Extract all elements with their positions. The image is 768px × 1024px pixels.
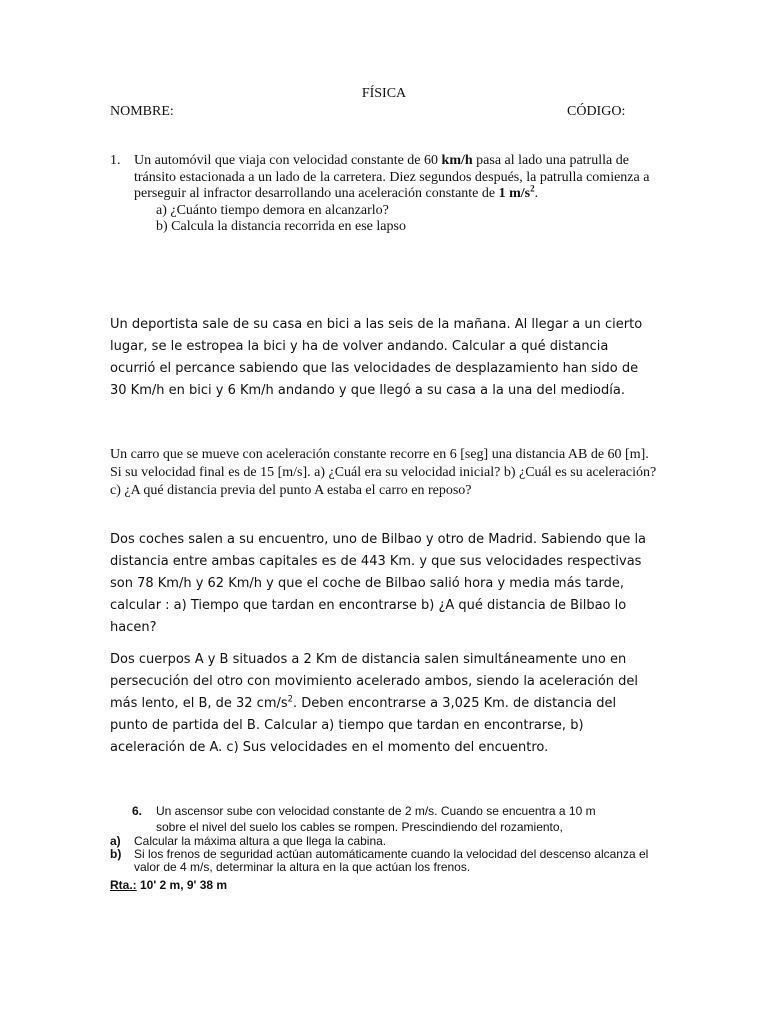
problem-6-item-a-text: Calcular la máxima altura a que llega la cabina. bbox=[134, 834, 387, 848]
problem-5-text-a: Dos cuerpos A y B situados a 2 Km de distancia salen simultáneamente uno en persecución del otro con movimiento acelerado ambos, siendo la aceleración del más lento, el B, de 32 cm/s bbox=[110, 652, 639, 711]
problem-1-accel-unit: 1 m/s bbox=[498, 186, 531, 201]
problem-4: Dos coches salen a su encuentro, uno de Bilbao y otro de Madrid. Sabiendo que la distancia entre ambas capitales es de 443 Km. y que sus velocidades respectivas son 78 Km/h y 62 Km/h y que el coche de Bilbao salió hora y media más tarde, calcular : a) Tiempo que tardan en encontrarse b) ¿A qué distancia de Bilbao lo hacen? bbox=[110, 532, 647, 635]
problem-1-text-b: pasa al lado una patrulla de tránsito estacionada a un lado de la carretera. Diez segundos después, la patrulla comienza a perseguir al infractor desarrollando una aceleración constante de bbox=[134, 153, 650, 201]
name-label: NOMBRE: bbox=[110, 104, 174, 119]
problem-6-item-b-text: Si los frenos de seguridad actúan automáticamente cuando la velocidad del descenso alcanza el valor de 4 m/s, determinar la altura en la que actúan los frenos. bbox=[134, 847, 649, 874]
problem-3: Un carro que se mueve con aceleración constante recorre en 6 [seg] una distancia AB de 60 [m]. Si su velocidad final es de 15 [m/s]. a) ¿Cuál era su velocidad inicial? b) ¿Cuál es su aceleración? c) ¿A qué distancia previa del punto A estaba el carro en reposo? bbox=[110, 447, 657, 498]
problem-6-item-a-label: a) bbox=[110, 834, 121, 848]
problem-1-accel-exponent: 2 bbox=[530, 183, 535, 194]
problem-6-intro-line-2: sobre el nivel del suelo los cables se rompen. Prescindiendo del rozamiento, bbox=[156, 820, 563, 834]
problem-1 bbox=[110, 153, 666, 236]
problem-1-number: 1. bbox=[110, 153, 121, 168]
problem-6-intro-1: Un ascensor sube con velocidad constante de 2 m/s. Cuando se encuentra a 10 m bbox=[156, 804, 596, 818]
problem-6 bbox=[110, 803, 662, 893]
problem-1-statement bbox=[134, 153, 666, 203]
problem-2: Un deportista sale de su casa en bici a las seis de la mañana. Al llegar a un cierto lugar, se le estropea la bici y ha de volver andando. Calcular a qué distancia ocurrió el percance sabiendo que las velocidades de desplazamiento han sido de 30 Km/h en bici y 6 Km/h andando y que llegó a su casa a la una del mediodía. bbox=[110, 317, 643, 398]
problem-5 bbox=[110, 649, 655, 759]
problem-6-answer bbox=[110, 877, 662, 893]
problem-1-text-c: . bbox=[534, 186, 539, 201]
problem-6-number: 6. bbox=[132, 804, 143, 818]
problem-5-text-b: . Deben encontrarse a 3,025 Km. de distancia del punto de partida del B. Calcular a) tiempo que tardan en encontrarse, b) aceleración de A. c) Sus velocidades en el momento del encuentro. bbox=[110, 696, 617, 755]
problem-6-answer-text: 10' 2 m, 9' 38 m bbox=[136, 878, 228, 892]
problem-6-item-b-label: b) bbox=[110, 847, 122, 861]
document-title: FÍSICA bbox=[361, 86, 407, 101]
problem-5-exponent: 2 bbox=[287, 693, 294, 704]
code-label: CÓDIGO: bbox=[567, 104, 626, 119]
problem-1-text-a: Un automóvil que viaja con velocidad constante de 60 bbox=[134, 153, 442, 168]
problem-6-answer-label: Rta.: bbox=[110, 878, 137, 892]
problem-1-speed-unit: km/h bbox=[441, 153, 473, 168]
problem-6-intro-line-1 bbox=[110, 803, 662, 819]
problem-6-item-b bbox=[110, 848, 662, 874]
problem-1-question-b: b) Calcula la distancia recorrida en ese lapso bbox=[156, 219, 406, 234]
problem-1-question-a: a) ¿Cuánto tiempo demora en alcanzarlo? bbox=[156, 202, 389, 218]
